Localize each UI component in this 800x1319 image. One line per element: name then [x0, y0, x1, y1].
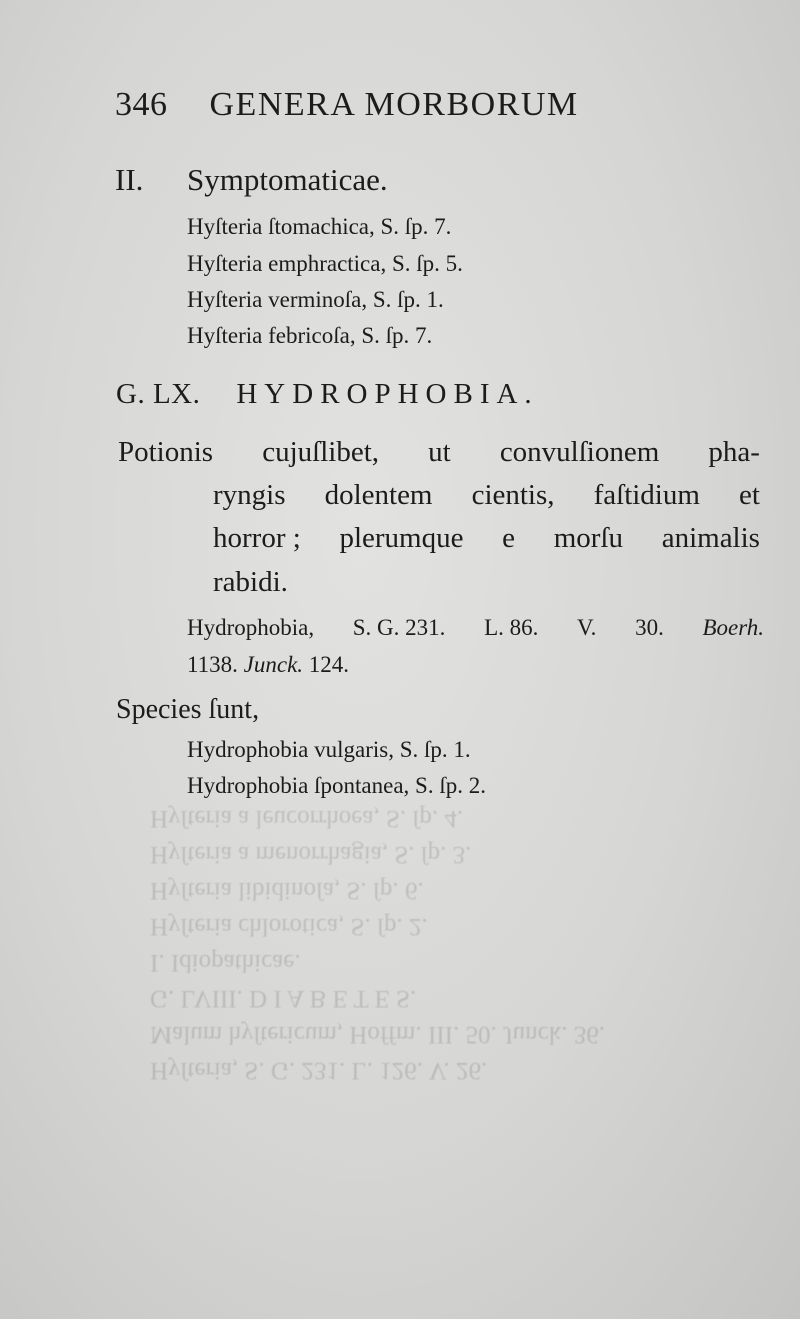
- word: morſu: [553, 522, 624, 554]
- reference-line-1: [187, 615, 764, 641]
- word: e: [502, 522, 516, 554]
- list-item: Hyſteria verminoſa, S. ſp. 1.: [187, 287, 444, 312]
- reference-line-2: [187, 652, 349, 678]
- ref-author: Boerh.: [702, 615, 764, 640]
- word: horror ;: [213, 522, 301, 554]
- word: et: [739, 479, 760, 511]
- species-heading: Species ſunt,: [116, 694, 260, 725]
- ref-author: Junck.: [243, 652, 304, 677]
- definition-line-1: [118, 436, 760, 469]
- ref-part: 1138.: [187, 652, 238, 677]
- genus-heading: [116, 378, 539, 411]
- running-title: GENERA MORBORUM: [209, 86, 579, 123]
- ref-part: Hydrophobia,: [187, 615, 315, 640]
- definition-line-4: rabidi.: [213, 566, 288, 598]
- ref-part: S. G. 231.: [352, 615, 446, 640]
- word: ut: [428, 436, 451, 468]
- section-heading: [115, 162, 388, 198]
- ref-part: L. 86.: [484, 615, 539, 640]
- word: plerumque: [339, 522, 464, 554]
- word: dolentem: [324, 479, 433, 511]
- section-numeral: II.: [115, 162, 144, 197]
- word: pha-: [708, 436, 760, 468]
- list-item: Hyſteria emphractica, S. ſp. 5.: [187, 251, 463, 276]
- ref-part: 124.: [308, 652, 350, 677]
- definition-line-3: [213, 522, 760, 555]
- genus-label: G. LX.: [116, 378, 201, 410]
- genus-name: HYDROPHOBIA.: [236, 378, 539, 410]
- running-header: [115, 86, 579, 124]
- definition-line-2: [213, 479, 760, 512]
- ref-part: V.: [577, 615, 597, 640]
- list-item: Hyſteria febricoſa, S. ſp. 7.: [187, 323, 433, 348]
- list-item: Hydrophobia ſpontanea, S. ſp. 2.: [187, 773, 486, 798]
- show-through-text: Hyſteria, S. G. 231. L. 126. V. 26. Malum hyſtericum, Hoffm. III. 50. Junck. 36. G. LVIII. D I A B E T E S. I. Idiopathicae. Hyſteria chlorotica, S. ſp. 2. Hyſteria libidinoſa, S. ſp. 6. Hyſteria a menorrhagia, S. ſp. 3. Hyſteria a leucorrhoea, S. ſp. 4.: [150, 805, 606, 1084]
- word: cujuſlibet,: [262, 436, 379, 468]
- word: faſtidium: [593, 479, 700, 511]
- list-item: Hyſteria ſtomachica, S. ſp. 7.: [187, 214, 452, 239]
- word: animalis: [661, 522, 760, 554]
- word: convulſionem: [499, 436, 660, 468]
- word: Potionis: [118, 436, 214, 468]
- word: cientis,: [471, 479, 555, 511]
- section-title: Symptomaticae.: [187, 162, 388, 197]
- list-item: Hydrophobia vulgaris, S. ſp. 1.: [187, 737, 471, 762]
- word: ryngis: [213, 479, 286, 511]
- page-number: 346: [115, 86, 168, 123]
- ref-part: 30.: [635, 615, 664, 640]
